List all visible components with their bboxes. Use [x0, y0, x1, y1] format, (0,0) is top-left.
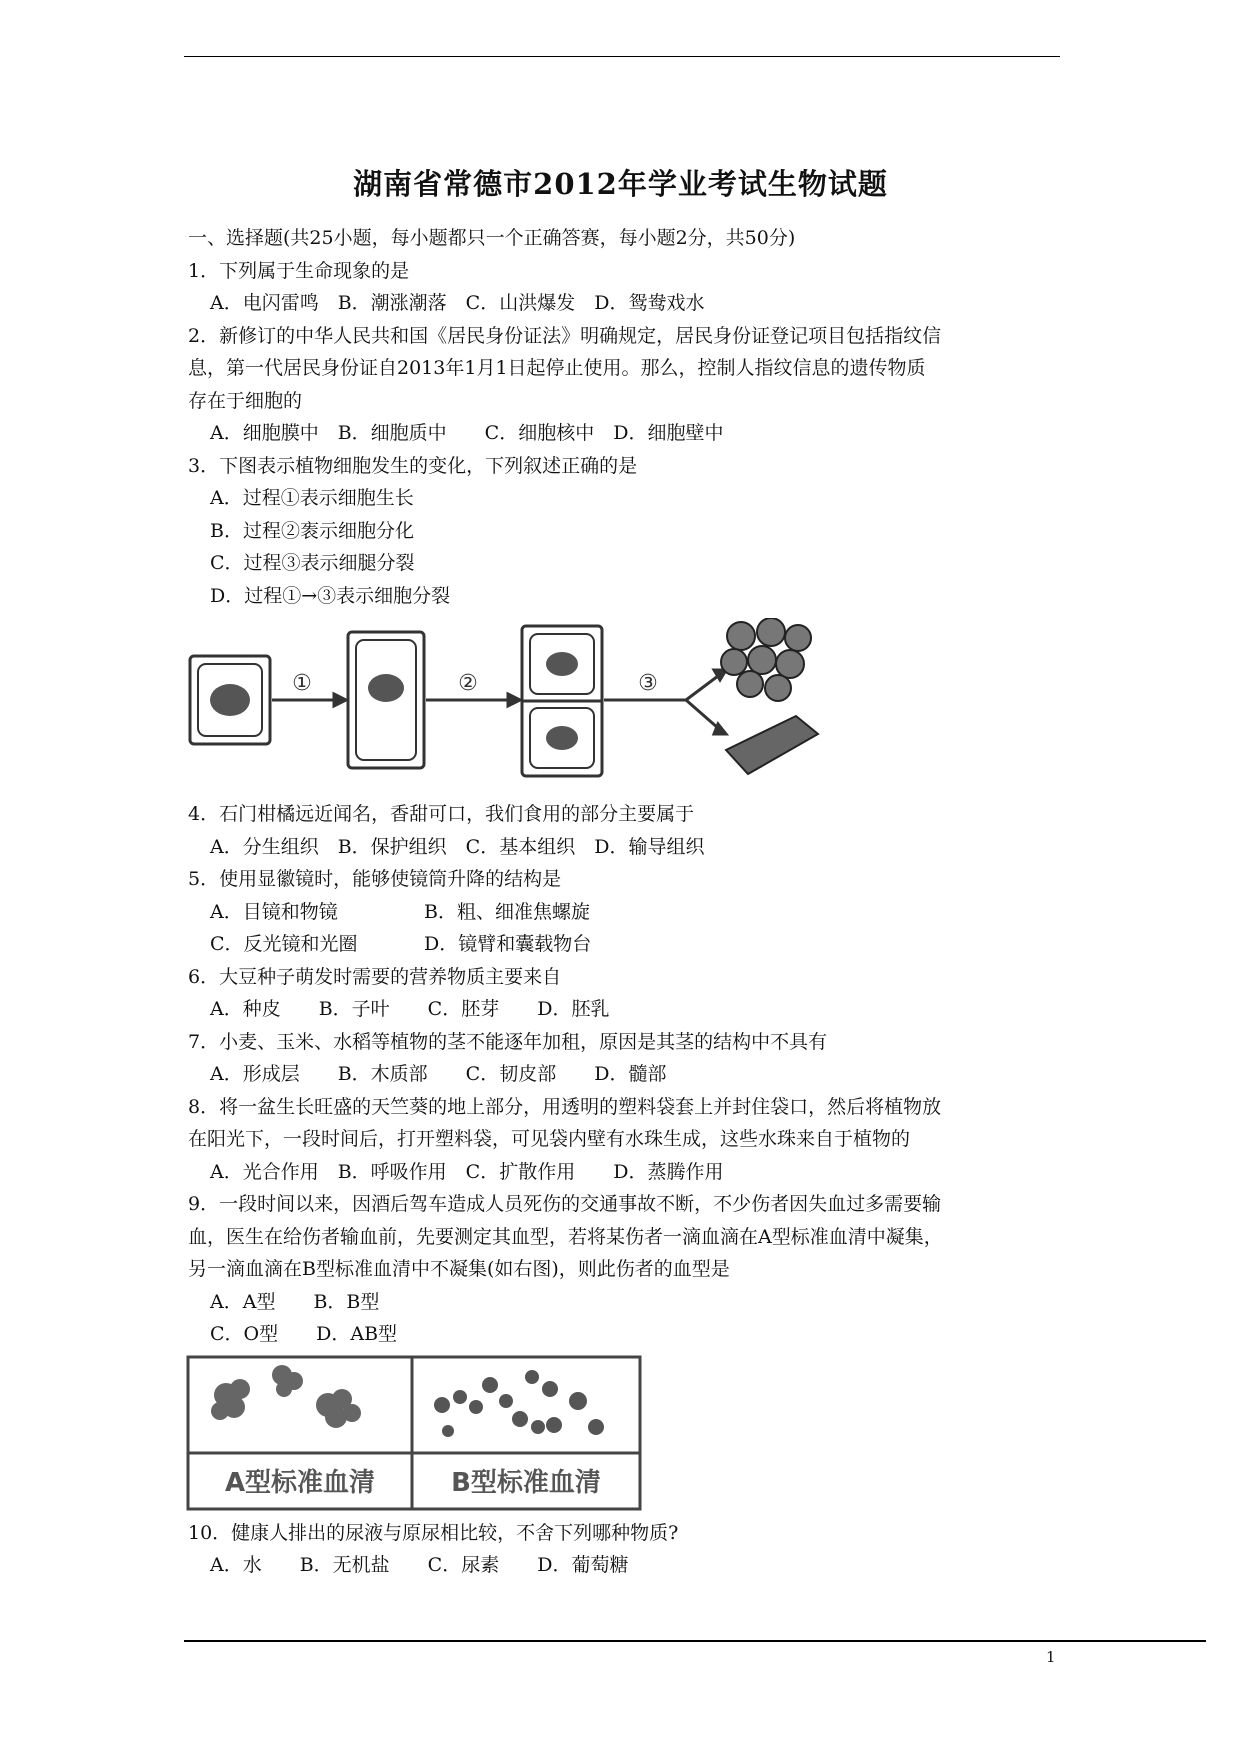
q10-options: A．水 B．无机盐 C．尿素 D．葡萄糖 [210, 1554, 629, 1576]
q3-option-c: C．过程③表示细腿分裂 [210, 552, 415, 574]
q7-stem: 7．小麦、玉米、水稻等植物的茎不能逐年加租，原因是其茎的结构中不具有 [188, 1030, 828, 1053]
q6-options: A．种皮 B．子叶 C．胚芽 D．胚乳 [210, 998, 610, 1020]
q5-options-row2 [188, 928, 1060, 961]
q5-option-a: A．目镜和物镜 [210, 900, 338, 923]
q2-stem-line3: 存在于细胞的 [188, 389, 303, 412]
nucleus-icon [546, 726, 578, 750]
serum-b-label: B型标准血清 [451, 1467, 601, 1498]
q5-options-row1 [188, 896, 1060, 929]
nucleus-icon [210, 684, 250, 716]
nucleus-icon [546, 652, 578, 676]
q9-stem-line1: 9．一段时间以来，因酒后驾车造成人员死伤的交通事故不断，不少伤者因失血过多需要输 [188, 1193, 942, 1215]
q5-option-b: B．粗、细准焦螺旋 [424, 900, 590, 923]
q2-options: A．细胞膜中 B．细胞质中 C．细胞核中 D．细胞壁中 [210, 422, 724, 444]
q8-options: A．光合作用 B．呼吸作用 C．扩散作用 D．蒸腾作用 [210, 1160, 724, 1183]
q9-stem-line3: 另一滴血滴在B型标准血清中不凝集(如右图)，则此伤者的血型是 [188, 1258, 730, 1280]
q3-option-a: A．过程①表示细胞生长 [210, 487, 414, 509]
page-title: 湖南省常德市2012年学业考试生物试题 [353, 167, 888, 201]
q10-stem: 10．健康人排出的尿液与原尿相比较，不舍下列哪种物质? [188, 1521, 679, 1544]
q4-options: A．分生组织 B．保护组织 C．基本组织 D．输导组织 [210, 835, 705, 858]
page-number: 1 [1046, 1648, 1056, 1666]
step-2-label: ② [458, 671, 478, 696]
cell-change-figure [186, 618, 826, 788]
header-rule [184, 56, 1060, 57]
agglutinated-cells-icon [211, 1365, 361, 1428]
q3-option-d: D．过程①→③表示细胞分裂 [210, 584, 451, 607]
q6-stem: 6．大豆种子萌发时需要的营养物质主要来自 [188, 965, 562, 988]
q2-stem-line1: 2．新修订的中华人民共和国《居民身份证法》明确规定，居民身份证登记项目包括指纹信 [188, 324, 942, 347]
q1-options: A．电闪雷鸣 B．潮涨潮落 C．山洪爆发 D．鸳鸯戏水 [210, 292, 705, 314]
q9-options-cd: C．O型 D．AB型 [210, 1323, 398, 1345]
q5-option-c: C．反光镜和光圈 [210, 933, 358, 955]
q2-stem-line2: 息，第一代居民身份证自2013年1月1日起停止使用。那么，控制人指纹信息的遗传物质 [188, 357, 926, 379]
q3-stem: 3．下图表示植物细胞发生的变化，下列叙述正确的是 [188, 454, 638, 477]
q5-stem: 5．使用显徽镜时，能够使镜筒升降的结构是 [188, 868, 562, 890]
nucleus-icon [368, 674, 404, 702]
q9-options-ab: A．A型 B．B型 [210, 1290, 380, 1313]
q7-options: A．形成层 B．木质部 C．韧皮部 D．髓部 [210, 1063, 667, 1085]
serum-a-label: A型标准血清 [224, 1467, 376, 1498]
scattered-cells-icon [434, 1370, 604, 1437]
footer-rule [184, 1640, 1206, 1642]
q8-stem-line2: 在阳光下，一段时间后，打开塑料袋，可见袋内壁有水珠生成，这些水珠来自于植物的 [188, 1128, 911, 1150]
flat-tissue-icon [726, 716, 818, 774]
question-body [188, 222, 1060, 1582]
q3-option-b: B．过程②袠示细胞分化 [210, 519, 414, 542]
blood-serum-figure [186, 1355, 642, 1511]
q5-option-d: D．镜臂和囊载物台 [424, 933, 592, 955]
q9-stem-line2: 血，医生在给伤者输血前，先要测定其血型，若将某伤者一滴血滴在A型标准血清中凝集， [188, 1225, 943, 1248]
step-3-label: ③ [638, 671, 658, 696]
section-heading: 一、选择题(共25小题，每小题都只一个正确答赛，每小题2分，共50分) [188, 227, 796, 249]
q4-stem: 4．石门柑橘远近闻名，香甜可口，我们食用的部分主要属于 [188, 803, 695, 825]
step-1-label: ① [292, 671, 312, 696]
q8-stem-line1: 8．将一盆生长旺盛的天竺葵的地上部分，用透明的塑料袋套上并封住袋口，然后将植物放 [188, 1095, 942, 1118]
q1-stem: 1．下列属于生命现象的是 [188, 259, 410, 282]
